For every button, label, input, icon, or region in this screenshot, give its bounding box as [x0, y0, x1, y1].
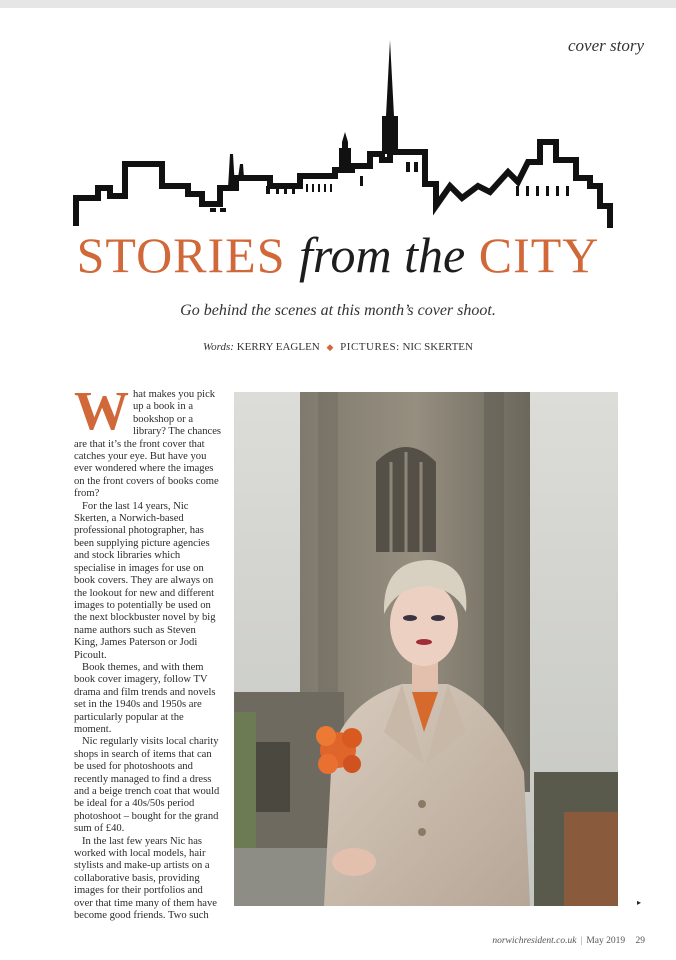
- top-border-strip: [0, 0, 676, 8]
- photo-illustration: [234, 392, 618, 906]
- standfirst: Go behind the scenes at this month’s cover shoot.: [180, 302, 496, 319]
- words-author: KERRY EAGLEN: [236, 341, 320, 353]
- headline-part-city: CITY: [478, 227, 600, 283]
- pictures-label: PICTURES:: [340, 341, 400, 353]
- footer-separator: |: [580, 936, 583, 946]
- article-paragraph: Nic regularly visits local charity shops in search of items that can be used for photoshoots and recently managed to find a dress and a beige trench coat that would be ideal for a 40s/50s period photoshoot – bought for the grand sum of £40.: [74, 736, 220, 835]
- article-body: [74, 380, 222, 922]
- orange-flower-brooch: [316, 726, 362, 774]
- footer-website: norwichresident.co.uk: [492, 936, 577, 946]
- cathedral-spire: [382, 40, 398, 154]
- article-paragraph: [74, 380, 222, 501]
- section-tag: cover story: [567, 36, 644, 55]
- model-face: [390, 582, 458, 666]
- headline-part-stories: STORIES: [76, 227, 286, 283]
- footer-date: May 2019: [586, 936, 626, 946]
- page-footer: [492, 936, 645, 946]
- paragraph-text: hat makes you pick up a book in a bookshop or a library? The chances are that it’s the front cover that catches your eye. But have you ever wondered where the images on the front covers of books come from?: [74, 389, 222, 500]
- credit-separator-diamond: ◆: [326, 342, 334, 352]
- article-paragraph: In the last few years Nic has worked with local models, hair stylists and make-up artists on a collaborative basis, providing images for their portfolios and over that time many of them have become good friends. Two such: [74, 835, 217, 922]
- words-label: Words:: [203, 341, 234, 353]
- continue-arrow: ▸: [637, 898, 642, 907]
- pictures-author: NIC SKERTEN: [402, 341, 473, 353]
- page-number: 29: [635, 936, 645, 946]
- cover-shoot-photo: [234, 392, 618, 906]
- city-skyline-illustration: [70, 36, 616, 232]
- byline-credits: [0, 341, 676, 353]
- headline-part-from-the: from the: [299, 227, 466, 283]
- article-paragraph: Book themes, and with them book cover imagery, follow TV drama and film trends and novels set in the 1940s and 1950s are particularly popular at the moment.: [74, 661, 216, 735]
- article-paragraph: For the last 14 years, Nic Skerten, a Norwich-based professional photographer, has been supplying picture agencies and stock libraries which specialise in images for use on book covers. They are always on the lookout for new and different images to potentially be used on the next blockbuster novel by big name authors such as Steven King, James Paterson or Jodi Picoult.: [74, 500, 216, 661]
- building-details: [210, 162, 569, 212]
- drop-cap: W: [74, 380, 129, 441]
- headline: [0, 222, 676, 288]
